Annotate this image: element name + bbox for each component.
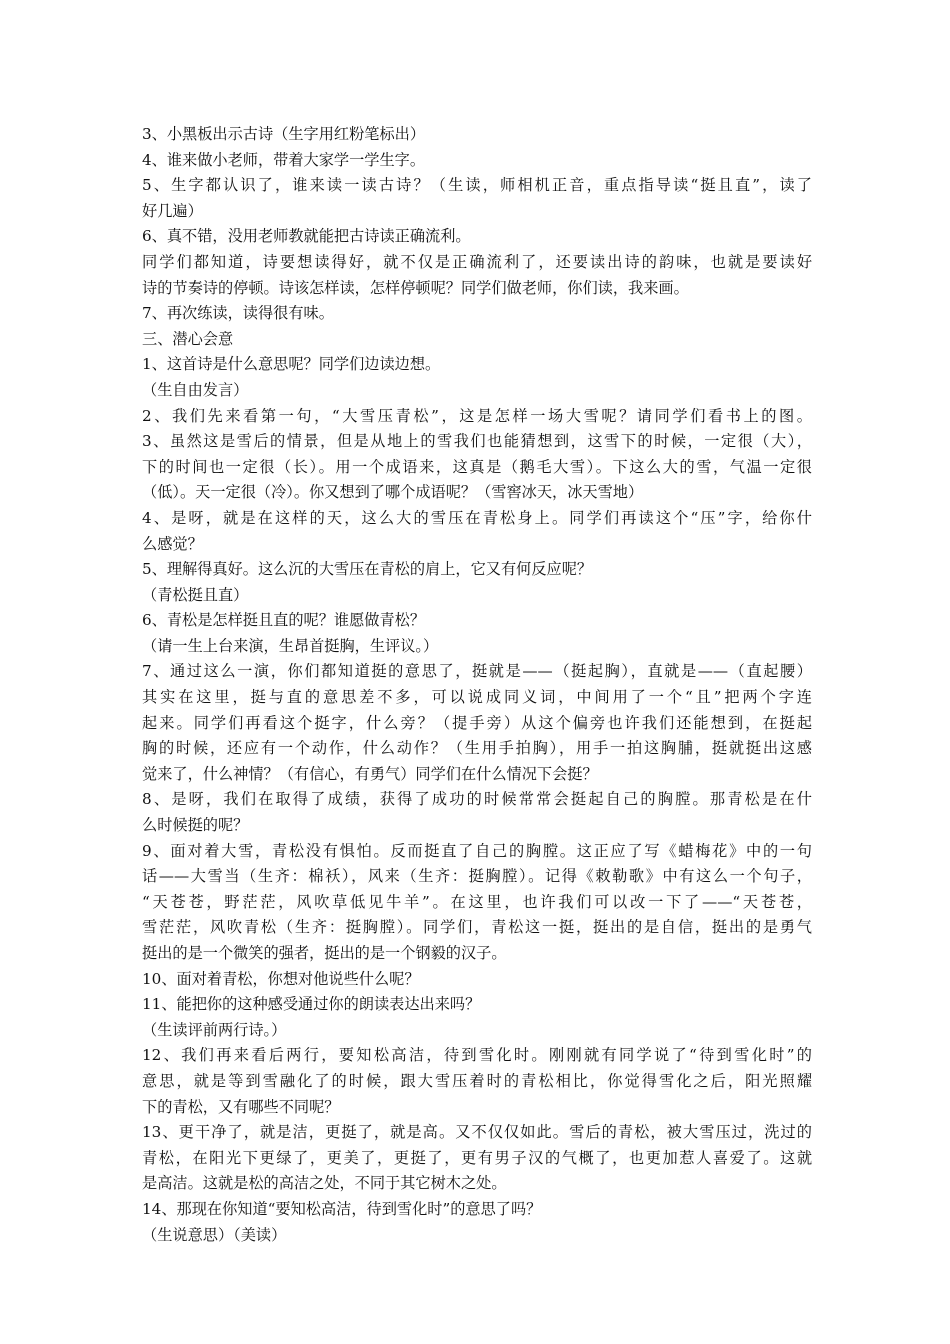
text-line: 3、虽然这是雪后的情景，但是从地上的雪我们也能猜想到，这雪下的时候，一定很（大）， xyxy=(142,432,812,451)
text-line: 同学们都知道，诗要想读得好，就不仅是正确流利了，还要读出诗的韵味，也就是要读好 xyxy=(142,252,812,271)
text-line: 下的青松，又有哪些不同呢？ xyxy=(142,1097,340,1116)
text-line: “天苍苍，野茫茫，风吹草低见牛羊”。在这里，也许我们可以改一下了——“天苍苍， xyxy=(142,892,812,911)
text-line: 2、我们先来看第一句，“大雪压青松”，这是怎样一场大雪呢？请同学们看书上的图。 xyxy=(142,406,812,425)
text-line: 么感觉？ xyxy=(142,534,203,553)
text-line: （青松挺且直） xyxy=(142,585,249,604)
text-line: 9、面对着大雪，青松没有惧怕。反而挺直了自己的胸膛。这正应了写《蜡梅花》中的一句 xyxy=(142,841,812,860)
text-line: 青松，在阳光下更绿了，更美了，更挺了，更有男子汉的气概了，也更加惹人喜爱了。这就 xyxy=(142,1148,812,1167)
text-line: 诗的节奏诗的停顿。诗该怎样读，怎样停顿呢？同学们做老师，你们读，我来画。 xyxy=(142,278,689,297)
text-line: （生读评前两行诗。） xyxy=(142,1020,287,1039)
text-line: 7、通过这么一演，你们都知道挺的意思了，挺就是——（挺起胸），直就是——（直起腰） xyxy=(142,662,812,681)
text-line: 么时候挺的呢？ xyxy=(142,816,249,835)
section-heading: 三、潜心会意 xyxy=(142,329,234,348)
text-line: 胸的时候，还应有一个动作，什么动作？（生用手拍胸），用手一拍这胸脯，挺就挺出这感 xyxy=(142,739,812,758)
text-line: （请一生上台来演，生昂首挺胸，生评议。） xyxy=(142,636,439,655)
text-line: 14、那现在你知道“要知松高洁，待到雪化时”的意思了吗？ xyxy=(142,1199,542,1218)
text-line: 其实在这里，挺与直的意思差不多，可以说成同义词，中间用了一个“且”把两个字连 xyxy=(142,688,812,707)
text-line: 8、是呀，我们在取得了成绩，获得了成功的时候常常会挺起自己的胸膛。那青松是在什 xyxy=(142,790,812,809)
text-line: 4、谁来做小老师，带着大家学一学生字。 xyxy=(142,150,426,169)
text-line: 觉来了，什么神情？（有信心，有勇气）同学们在什么情况下会挺？ xyxy=(142,764,598,783)
text-line: 话——大雪当（生齐：棉袄），风来（生齐：挺胸膛）。记得《敕勒歌》中有这么一个句子， xyxy=(142,867,812,886)
text-line: （生说意思）（美读） xyxy=(142,1225,287,1244)
text-line: 好几遍） xyxy=(142,201,203,220)
text-line: 11、能把你的这种感受通过你的朗读表达出来吗？ xyxy=(142,995,481,1014)
text-line: 10、面对着青松，你想对他说些什么呢？ xyxy=(142,969,420,988)
text-line: 是高洁。这就是松的高洁之处，不同于其它树木之处。 xyxy=(142,1174,507,1193)
text-line: 6、青松是怎样挺且直的呢？谁愿做青松？ xyxy=(142,611,426,630)
text-line: （生自由发言） xyxy=(142,380,249,399)
text-line: 12、我们再来看后两行，要知松高洁，待到雪化时。刚刚就有同学说了“待到雪化时”的 xyxy=(142,1046,812,1065)
text-line: 4、是呀，就是在这样的天，这么大的雪压在青松身上。同学们再读这个“压”字，给你什 xyxy=(142,508,812,527)
text-line: 意思，就是等到雪融化了的时候，跟大雪压着时的青松相比，你觉得雪化之后，阳光照耀 xyxy=(142,1071,812,1090)
text-line: （低）。天一定很（冷）。你又想到了哪个成语呢？（雪窖冰天，冰天雪地） xyxy=(142,483,644,502)
text-line: 5、生字都认识了，谁来读一读古诗？（生读，师相机正音，重点指导读“挺且直”，读了 xyxy=(142,176,812,195)
text-line: 1、这首诗是什么意思呢？同学们边读边想。 xyxy=(142,355,441,374)
text-line: 5、理解得真好。这么沉的大雪压在青松的肩上，它又有何反应呢？ xyxy=(142,560,593,579)
text-line: 7、再次练读，读得很有味。 xyxy=(142,304,334,323)
text-line: 挺出的是一个微笑的强者，挺出的是一个钢毅的汉子。 xyxy=(142,944,507,962)
document-body xyxy=(142,122,812,1248)
text-line: 13、更干净了，就是洁，更挺了，就是高。又不仅仅如此。雪后的青松，被大雪压过，洗过的 xyxy=(142,1123,812,1142)
text-line: 6、真不错，没用老师教就能把古诗读正确流利。 xyxy=(142,227,471,246)
text-line: 3、小黑板出示古诗（生字用红粉笔标出） xyxy=(142,125,426,143)
text-line: 雪茫茫，风吹青松（生齐：挺胸膛）。同学们，青松这一挺，挺出的是自信，挺出的是勇气 xyxy=(142,918,812,937)
text-line: 下的时间也一定很（长）。用一个成语来，这真是（鹅毛大雪）。下这么大的雪，气温一定很 xyxy=(142,457,812,476)
text-line: 起来。同学们再看这个挺字，什么旁？（提手旁）从这个偏旁也许我们还能想到，在挺起 xyxy=(142,713,812,732)
